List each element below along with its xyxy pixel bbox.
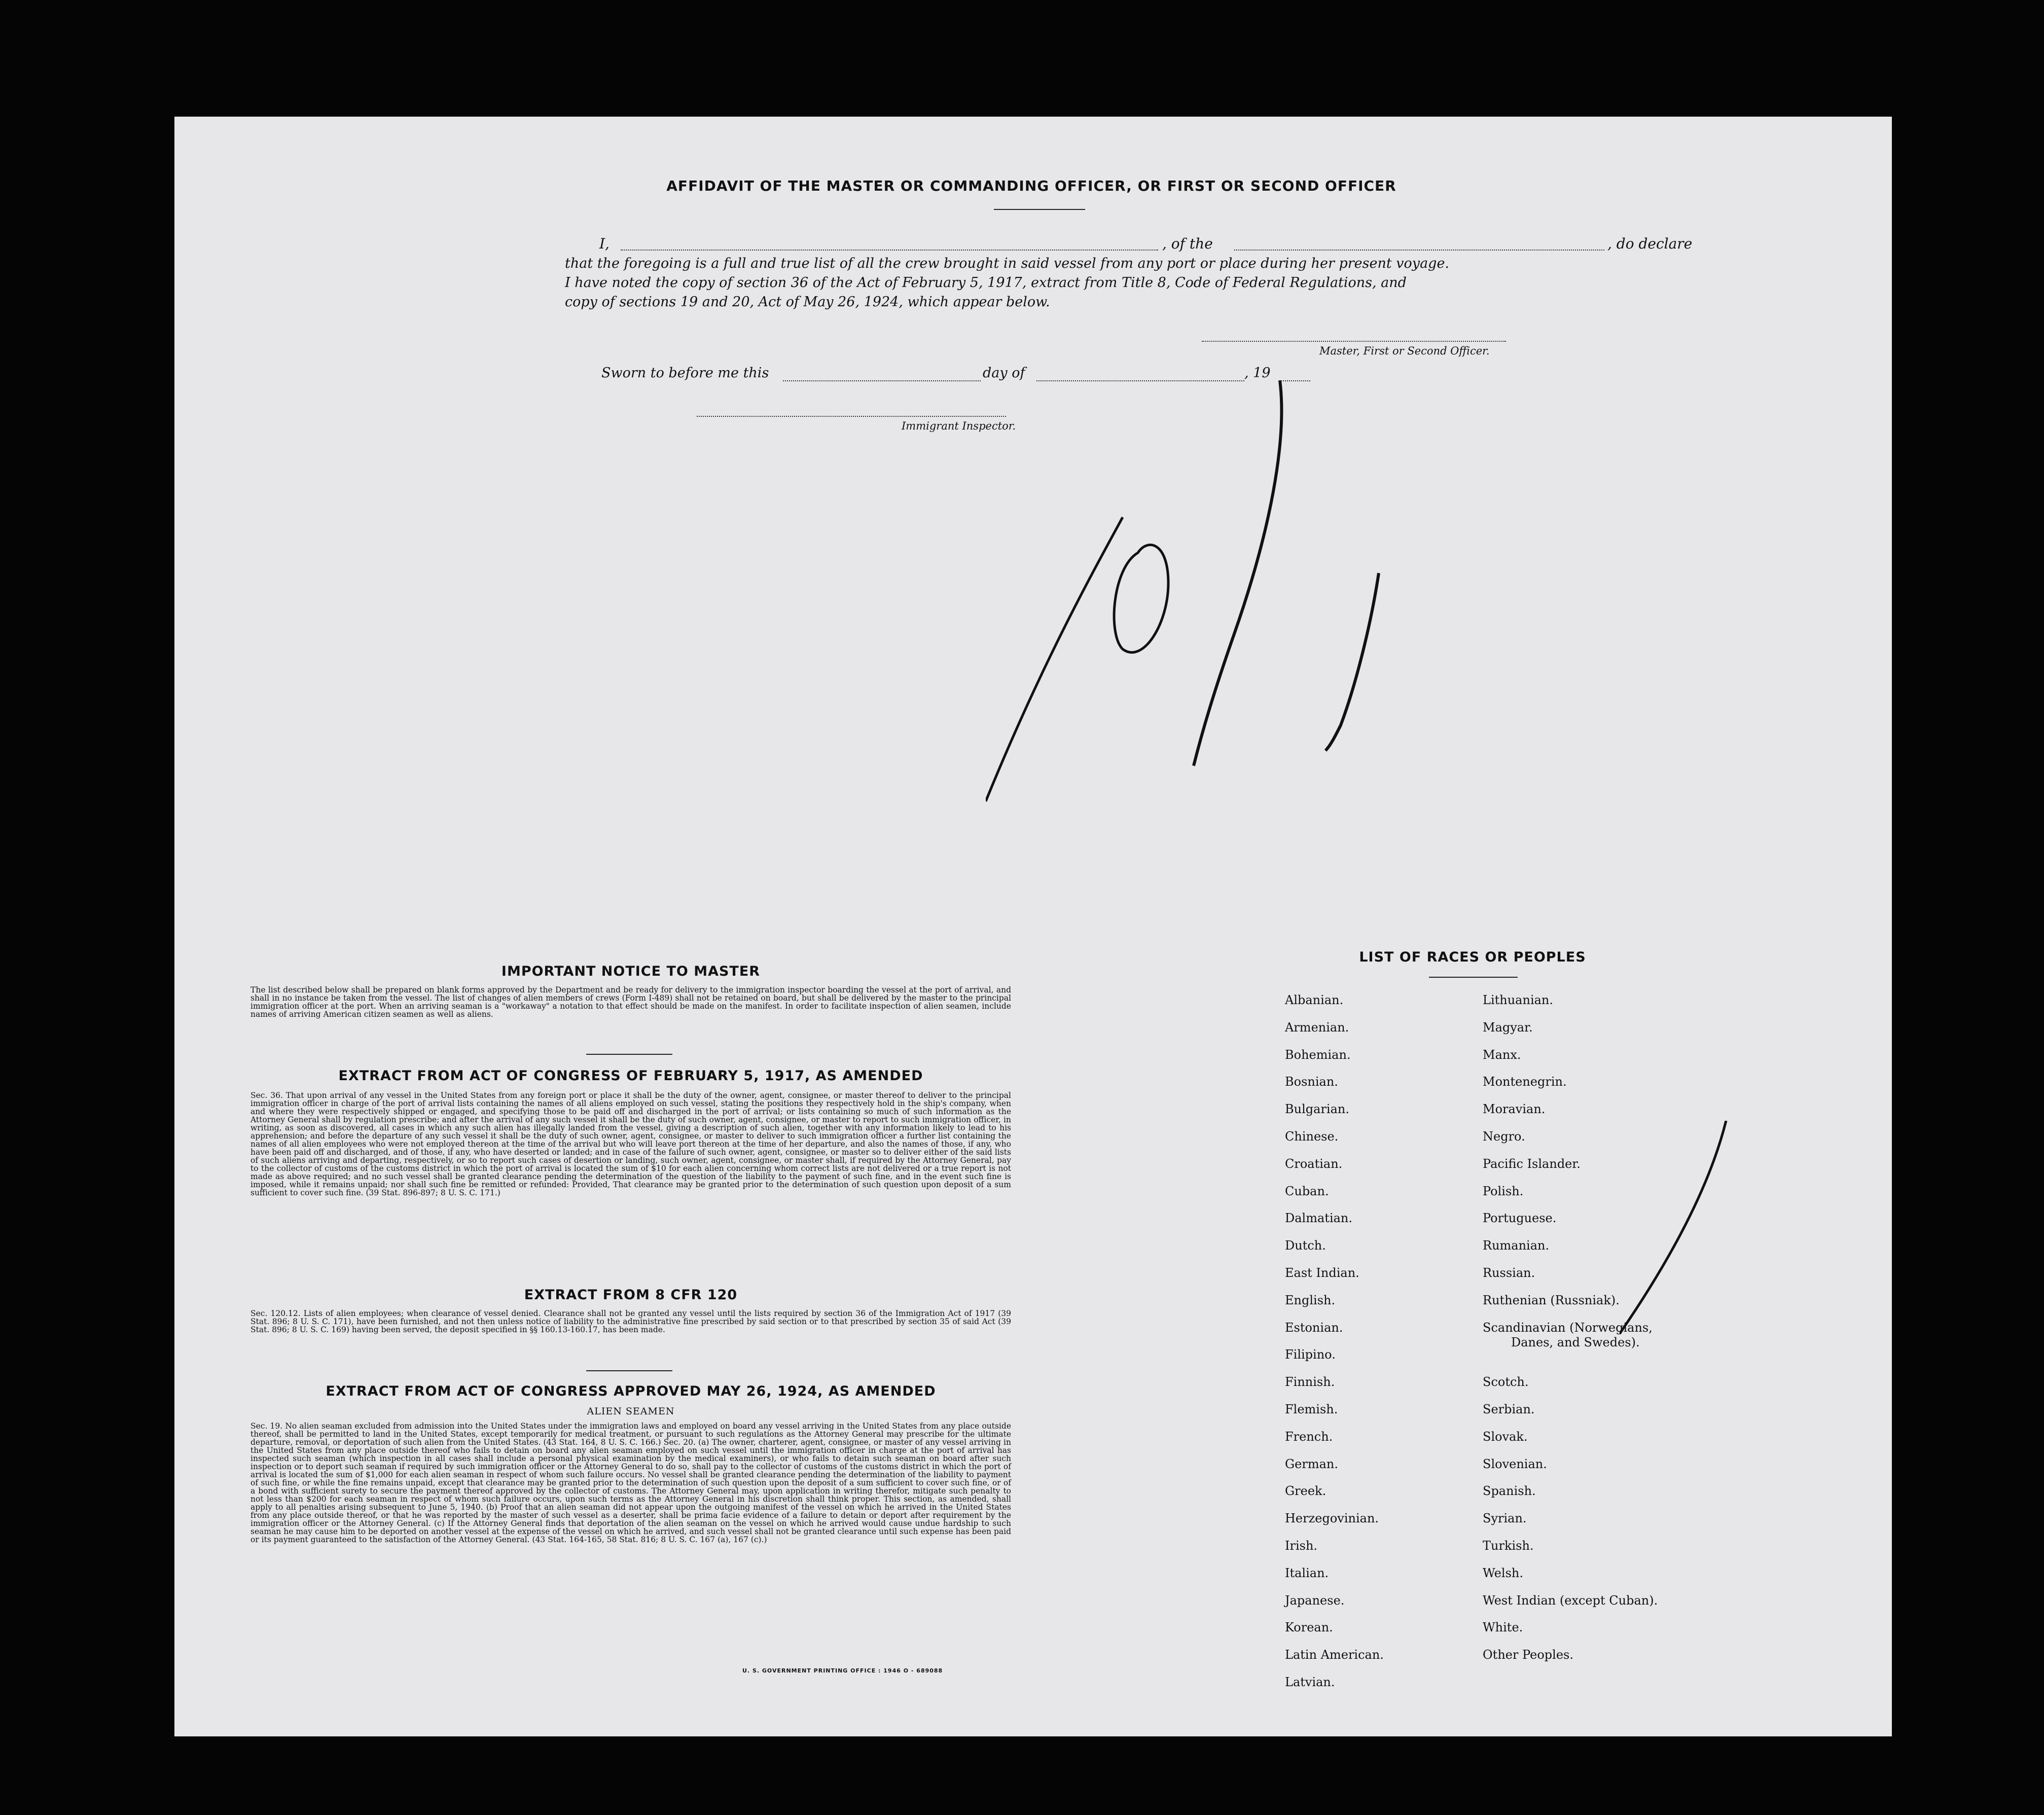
race-item: Magyar. [1483,1020,1533,1035]
race-item: Turkish. [1483,1539,1534,1553]
race-item: Latin American. [1285,1648,1384,1662]
race-item: Latvian. [1285,1675,1335,1689]
race-item: Russian. [1483,1266,1535,1280]
race-item: Finnish. [1285,1375,1335,1390]
race-item: Scotch. [1483,1375,1529,1390]
race-item: English. [1285,1293,1336,1307]
race-item: Bulgarian. [1285,1102,1349,1117]
inspector-signature-line[interactable] [697,416,1006,417]
race-item: Bosnian. [1285,1075,1338,1089]
affidavit-line-2: that the foregoing is a full and true list of all the crew brought in said vessel from any port or place during her present voyage. [565,256,1450,271]
races-divider [1429,977,1518,978]
race-item: Scandinavian (Norwegians, [1483,1320,1653,1335]
section-divider [586,1370,672,1371]
race-item: Danes, and Swedes). [1511,1335,1640,1350]
handwritten-check-mark [1620,1121,1731,1344]
race-item: Slovak. [1483,1429,1528,1444]
race-item: East Indian. [1285,1266,1359,1280]
affidavit-line-4: copy of sections 19 and 20, Act of May 26, 1924, which appear below. [565,294,1050,310]
affidavit-do-declare: , do declare [1607,235,1693,252]
race-item: Montenegrin. [1483,1075,1567,1089]
race-item: Other Peoples. [1483,1648,1573,1662]
extract-1924-title: EXTRACT FROM ACT OF CONGRESS APPROVED MAY 26, 1924, AS AMENDED [326,1383,936,1399]
race-item: Ruthenian (Russniak). [1483,1293,1620,1307]
race-item: Polish. [1483,1184,1524,1198]
race-item: Welsh. [1483,1565,1523,1580]
extract-1917-title: EXTRACT FROM ACT OF CONGRESS OF FEBRUARY 5, 1917, AS AMENDED [338,1068,923,1084]
race-item: Slovenian. [1483,1456,1547,1471]
extract-1924-subtitle: ALIEN SEAMEN [587,1406,675,1417]
sworn-day-field[interactable] [783,380,981,381]
name-field[interactable] [621,250,1158,251]
race-item: Greek. [1285,1484,1326,1499]
affidavit-i: I, [599,235,609,252]
handwritten-annotation [986,380,1442,847]
race-item: Cuban. [1285,1184,1329,1198]
handwritten-stroke [1194,380,1281,766]
race-item: Irish. [1285,1539,1318,1553]
extract-1917-body: Sec. 36. That upon arrival of any vessel in the United States from any foreign port or place it shall be the duty of the owner, agent, consignee, or master thereof to deliver to the principal immigration officer in charge of the port of arrival lists containing the names of all aliens employed on such vessel, stating the positions they respectively hold in the ship's company, when and where they were respectively shipped or engaged, and specifying those to be paid off and discharged in the port of arrival; or lists containing so much of such information as the Attorney General shall by regulation prescribe; and after the arrival of any such vessel it shall be the duty of such owner, agent, consignee, or master to report to such immigration officer, in writing, as soon as discovered, all cases in which any such alien has illegally landed from the vessel, giving a description of such alien, together with any information likely to lead to his apprehension; and before the departure of any such vessel it shall be the duty of such owner, agent, consignee, or master to deliver to such immigration officer a further list containing the names of all alien employees who were not employed thereon at the time of the arrival but who will leave port thereon at the time of her departure, and also the names of those, if any, who have been paid off and discharged, and of those, if any, who have deserted or landed; and in case of the failure of such owner, agent, consignee, or master so to deliver either of the said lists of such aliens arriving and departing, respectively, or so to report such cases of desertion or landing, such owner, agent, consignee, or master shall, if required by the Attorney General, pay to the collector of customs of the customs district in which the port of arrival is located the sum of $10 for each alien concerning whom correct lists are not delivered or a true report is not made as above required; and no such vessel shall be granted clearance pending the determination of the question of the liability to the payment of such fine, and in the event such fine is imposed, while it remains unpaid; nor shall such fine be remitted or refunded: Provided, That clearance may be granted prior to the determination of such question upon deposit of a sum sufficient to cover such fine. (39 Stat. 896-897; 8 U. S. C. 171.) [250,1091,1011,1197]
race-item: Dutch. [1285,1238,1326,1253]
race-item: German. [1285,1456,1338,1471]
document-sheet [174,117,1892,1736]
race-item: Negro. [1483,1129,1525,1144]
race-item: Croatian. [1285,1156,1343,1171]
race-item: Pacific Islander. [1483,1156,1581,1171]
races-title: LIST OF RACES OR PEOPLES [1359,949,1586,965]
race-item: Spanish. [1483,1484,1536,1499]
race-item: Bohemian. [1285,1047,1351,1062]
race-item: Korean. [1285,1620,1333,1635]
notice-body: The list described below shall be prepared on blank forms approved by the Department and be ready for delivery to the immigration inspector boarding the vessel at the port of arrival, and shall in no instance be taken from the vessel. The list of changes of alien members of crews (Form I-489) shall not be retained on board, but shall be delivered by the master to the principal immigration officer at the port. When an arriving seaman is a "workaway" a notation to that effect should be made on the manifest. In order to facilitate inspection of alien seamen, include names of arriving American citizen seamen as well as aliens. [250,985,1011,1019]
title-divider [994,209,1085,210]
notice-title: IMPORTANT NOTICE TO MASTER [501,964,761,979]
extract-cfr-body: Sec. 120.12. Lists of alien employees; when clearance of vessel denied. Clearance shall not be granted any vessel until the lists required by section 36 of the Immigration Act of 1917 (39 Stat. 896; 8 U. S. C. 171), have been furnished, and not then unless notice of liability to the administrative fine prescribed by said section or to that prescribed by section 35 of said Act (39 Stat. 896; 8 U. S. C. 169) having been served, the deposit specified in §§ 160.13-160.17, has been made. [250,1309,1011,1334]
extract-cfr-title: EXTRACT FROM 8 CFR 120 [524,1287,738,1303]
day-of-label: day of [983,365,1025,381]
race-item: White. [1483,1620,1523,1635]
extract-1924-body: Sec. 19. No alien seaman excluded from admission into the United States under the immigration laws and employed on board any vessel arriving in the United States from any place outside thereof, shall be permitted to land in the United States, except temporarily for medical treatment, or pursuant to such regulations as the Attorney General may prescribe for the ultimate departure, removal, or deportation of such alien from the United States. (43 Stat. 164, 8 U. S. C. 166.) Sec. 20. (a) The owner, charterer, agent, consignee, or master of any vessel arriving in the United States from any place outside thereof who fails to detain on board any alien seaman employed on such vessel until the immigration officer in charge at the port of arrival has inspected such seaman (which inspection in all cases shall include a personal physical examination by the medical examiners), or who fails to detain such seaman on board after such inspection or to deport such seaman if required by such immigration officer or the Attorney General to do so, shall pay to the collector of customs of the customs district in which the port of arrival is located the sum of $1,000 for each alien seaman in respect of whom such failure occurs. No vessel shall be granted clearance pending the determination of the liability to payment of such fine, or while the fine remains unpaid, except that clearance may be granted prior to the determination of such question upon the deposit of a sum sufficient to cover such fine, or of a bond with sufficient surety to secure the payment thereof approved by the collector of customs. The Attorney General may, upon application in writing therefor, mitigate such penalty to not less than $200 for each seaman in respect of whom such failure occurs, upon such terms as the Attorney General in his discretion shall think proper. This section, as amended, shall apply to all penalties arising subsequent to June 5, 1940. (b) Proof that an alien seaman did not appear upon the outgoing manifest of the vessel on which he arrived in the United States from any place outside thereof, or that he was reported by the master of such vessel as a deserter, shall be prima facie evidence of a failure to detain or deport after requirement by the immigration officer or the Attorney General. (c) If the Attorney General finds that deportation of the alien seaman on the vessel on which he arrived would cause undue hardship to such seaman he may cause him to be deported on another vessel at the expense of the vessel on which he arrived, and such vessel shall not be granted clearance until such expense has been paid or its payment guaranteed to the satisfaction of the Attorney General. (43 Stat. 164-165, 58 Stat. 816; 8 U. S. C. 167 (a), 167 (c).) [250,1421,1011,1544]
section-divider [586,1054,672,1055]
printing-office-imprint: U. S. GOVERNMENT PRINTING OFFICE : 1946 O - 689088 [742,1667,943,1674]
year-label: , 19 [1244,365,1271,381]
inspector-label: Immigrant Inspector. [902,420,1016,432]
race-item: Lithuanian. [1483,993,1554,1007]
race-item: Albanian. [1285,993,1344,1007]
race-item: Herzegovinian. [1285,1511,1379,1526]
race-item: Moravian. [1483,1102,1546,1117]
race-item: Serbian. [1483,1402,1535,1416]
race-item: Rumanian. [1483,1238,1550,1253]
affidavit-of-the: , of the [1162,235,1213,252]
race-item: French. [1285,1429,1333,1444]
race-item: Estonian. [1285,1320,1343,1335]
vessel-field[interactable] [1234,250,1604,251]
master-label: Master, First or Second Officer. [1319,345,1490,357]
race-item: Armenian. [1285,1020,1349,1035]
sworn-label: Sworn to before me this [601,365,769,381]
handwritten-stroke [1325,573,1379,751]
affidavit-line-3: I have noted the copy of section 36 of the Act of February 5, 1917, extract from Title 8, Code of Federal Regulations, and [565,275,1407,291]
race-item: Italian. [1285,1565,1329,1580]
race-item: West Indian (except Cuban). [1483,1593,1658,1608]
handwritten-stroke [1114,545,1168,652]
master-signature-line[interactable] [1202,341,1506,342]
race-item: Syrian. [1483,1511,1527,1526]
race-item: Portuguese. [1483,1211,1557,1226]
race-item: Manx. [1483,1047,1521,1062]
race-item: Flemish. [1285,1402,1338,1416]
race-item: Japanese. [1285,1593,1345,1608]
affidavit-title: AFFIDAVIT OF THE MASTER OR COMMANDING OFFICER, OR FIRST OR SECOND OFFICER [666,177,1396,194]
handwritten-stroke [1620,1121,1726,1334]
race-item: Chinese. [1285,1129,1339,1144]
race-item: Dalmatian. [1285,1211,1353,1226]
handwritten-stroke [986,517,1123,801]
race-item: Filipino. [1285,1347,1336,1362]
